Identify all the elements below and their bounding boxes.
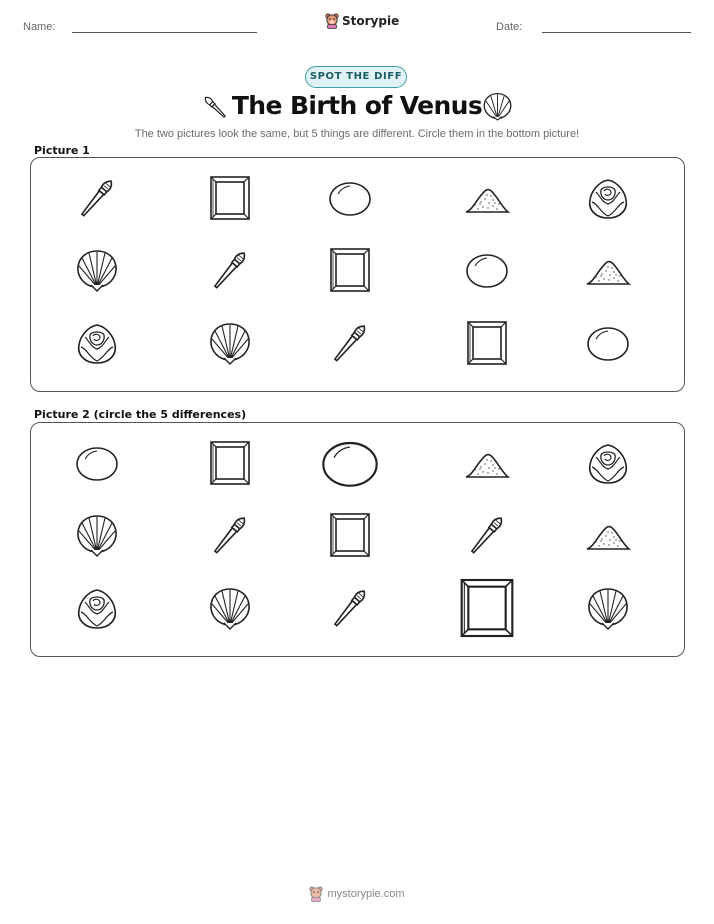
picture1-sand-icon xyxy=(574,236,642,304)
picture2-sand-icon[interactable] xyxy=(453,429,521,497)
picture1-sand-icon xyxy=(453,164,521,232)
picture1-paintbrush-icon xyxy=(196,236,264,304)
picture2-pearl-icon[interactable] xyxy=(63,429,131,497)
brand-name: Storypie xyxy=(342,14,400,28)
footer xyxy=(0,886,714,902)
picture2-rose-icon[interactable] xyxy=(63,574,131,642)
name-line[interactable] xyxy=(72,32,257,33)
brand-logo xyxy=(325,13,399,29)
name-label: Name: xyxy=(23,21,56,33)
page-title: The Birth of Venus xyxy=(231,91,483,120)
picture2-seashell-icon[interactable] xyxy=(574,574,642,642)
picture1-frame-icon xyxy=(453,309,521,377)
seashell-icon xyxy=(481,91,514,121)
picture2-pearl-icon[interactable] xyxy=(316,429,384,497)
picture1-rose-icon xyxy=(63,309,131,377)
picture1-pearl-icon xyxy=(316,164,384,232)
picture2-frame-icon[interactable] xyxy=(316,501,384,569)
picture1-frame-icon xyxy=(316,236,384,304)
picture1-paintbrush-icon xyxy=(63,164,131,232)
picture2-frame-icon[interactable] xyxy=(196,429,264,497)
picture1-paintbrush-icon xyxy=(316,309,384,377)
date-line[interactable] xyxy=(542,32,691,33)
picture1-rose-icon xyxy=(574,164,642,232)
picture1-pearl-icon xyxy=(574,309,642,377)
picture2-sand-icon[interactable] xyxy=(574,501,642,569)
picture1-label: Picture 1 xyxy=(34,144,90,157)
picture2-paintbrush-icon[interactable] xyxy=(453,501,521,569)
picture2-seashell-icon[interactable] xyxy=(63,501,131,569)
picture2-paintbrush-icon[interactable] xyxy=(196,501,264,569)
picture2-frame-icon[interactable] xyxy=(453,574,521,642)
footer-url[interactable]: mystorypie.com xyxy=(327,888,405,900)
instructions: The two pictures look the same, but 5 things are different. Circle them in the bottom picture! xyxy=(134,128,580,140)
bear-mascot-icon xyxy=(309,886,323,902)
spot-the-diff-badge: SPOT THE DIFF xyxy=(305,66,407,88)
picture2-seashell-icon[interactable] xyxy=(196,574,264,642)
picture2-rose-icon[interactable] xyxy=(574,429,642,497)
picture1-pearl-icon xyxy=(453,236,521,304)
picture1-seashell-icon xyxy=(196,309,264,377)
picture2-paintbrush-icon[interactable] xyxy=(316,574,384,642)
picture2-label: Picture 2 (circle the 5 differences) xyxy=(34,408,247,421)
date-label: Date: xyxy=(496,21,523,33)
picture1-seashell-icon xyxy=(63,236,131,304)
picture1-frame-icon xyxy=(196,164,264,232)
bear-mascot-icon xyxy=(325,13,339,29)
